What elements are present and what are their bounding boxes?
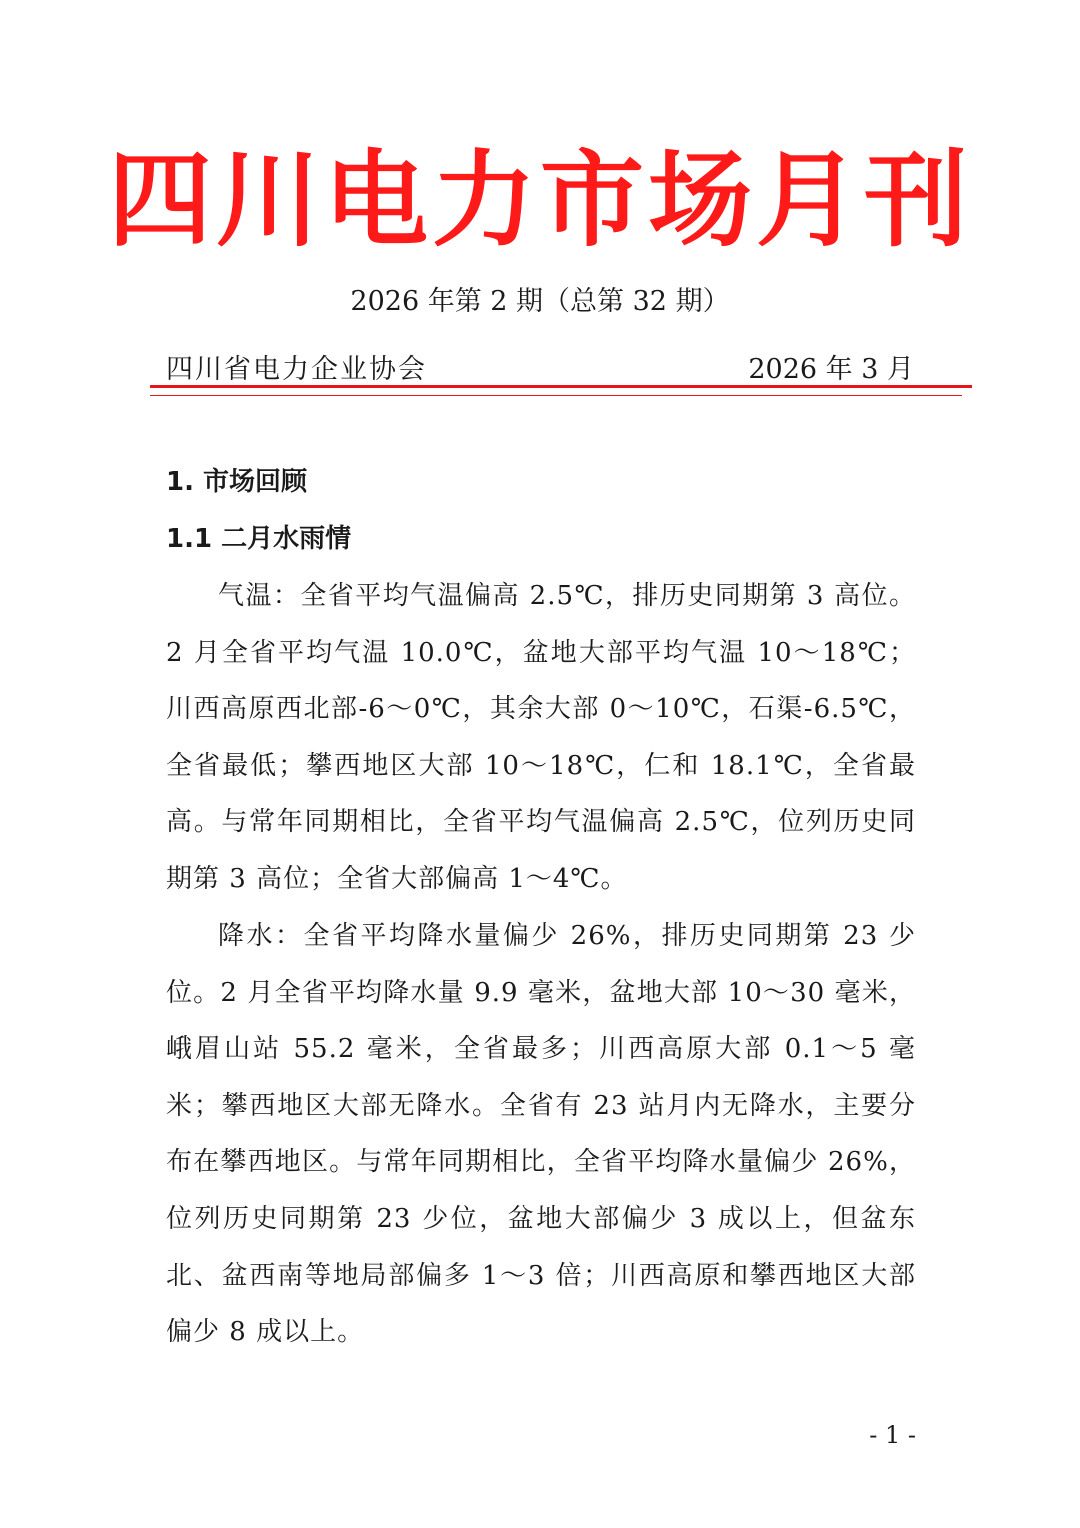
paragraph-precipitation: 降水：全省平均降水量偏少 26%，排历史同期第 23 少位。2 月全省平均降水量 9.9 毫米，盆地大部 10～30 毫米，峨眉山站 55.2 毫米，全省最多；川西高原大部 0.1～5 毫米；攀西地区大部无降水。全省有 23 站月内无降水，主要分布在攀西地区。与常年同期相比，全省平均降水量偏少 26%，位列历史同期第 23 少位，盆地大部偏少 3 成以上，但盆东北、盆西南等地局部偏多 1～3 倍；川西高原和攀西地区大部偏少 8 成以上。 (166, 921, 916, 1348)
publication-date: 2026 年 3 月 (748, 354, 914, 385)
publisher-name: 四川省电力企业协会 (166, 354, 427, 385)
issue-number: 2026 年第 2 期（总第 32 期） (350, 286, 730, 317)
header-rule-thin (150, 395, 962, 396)
header-rule-thick (150, 385, 972, 388)
subsection-heading: 1.1 二月水雨情 (166, 524, 352, 554)
page-number: - 1 - (869, 1421, 916, 1449)
publication-title: 四川电力市场月刊 (107, 139, 972, 261)
section-heading: 1. 市场回顾 (166, 467, 308, 497)
paragraph-temperature: 气温：全省平均气温偏高 2.5℃，排历史同期第 3 高位。2 月全省平均气温 10.0℃，盆地大部平均气温 10～18℃；川西高原西北部-6～0℃，其余大部 0～10℃，石渠-6.5℃，全省最低；攀西地区大部 10～18℃，仁和 18.1℃，全省最高。与常年同期相比，全省平均气温偏高 2.5℃，位列历史同期第 3 高位；全省大部偏高 1～4℃。 (166, 581, 916, 894)
